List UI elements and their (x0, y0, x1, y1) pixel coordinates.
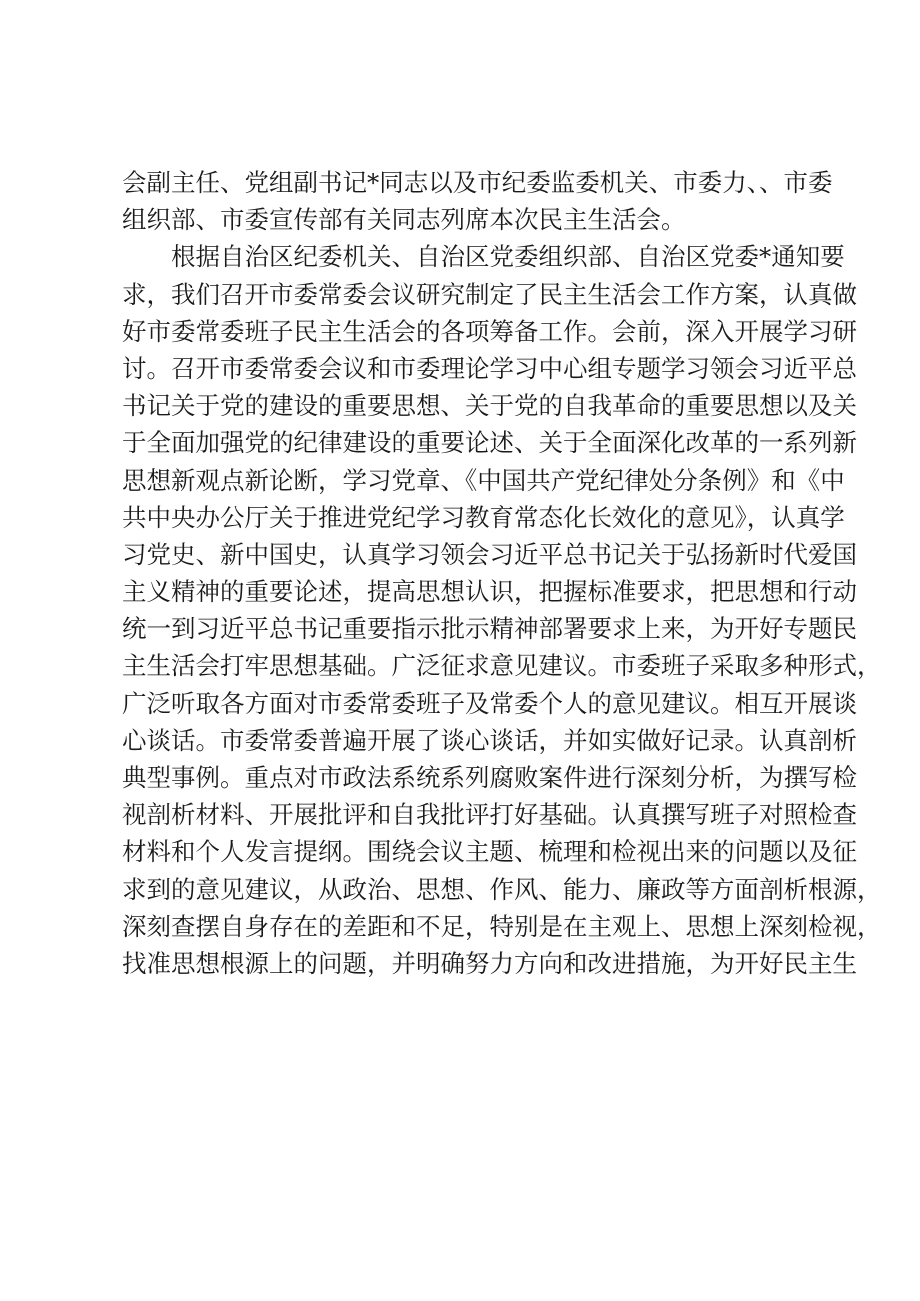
text-line: 好市委常委班子民主生活会的各项筹备工作。会前，深入开展学习研 (122, 316, 857, 346)
text-line: 习党史、新中国史，认真学习领会习近平总书记关于弘扬新时代爱国 (122, 539, 857, 569)
text-line: 组织部、市委宣传部有关同志列席本次民主生活会。 (122, 205, 686, 235)
text-line: 深刻查摆自身存在的差距和不足，特别是在主观上、思想上深刻检视， (122, 911, 882, 941)
text-line: 统一到习近平总书记重要指示批示精神部署要求上来，为开好专题民 (122, 614, 857, 644)
body-text (122, 164, 882, 982)
text-line: 求，我们召开市委常委会议研究制定了民主生活会工作方案，认真做 (122, 279, 857, 309)
text-line-indented: 根据自治区纪委机关、自治区党委组织部、自治区党委*通知要 (171, 242, 845, 272)
text-line: 主生活会打牢思想基础。广泛征求意见建议。市委班子采取多种形式， (122, 651, 882, 681)
text-line: 找准思想根源上的问题，并明确努力方向和改进措施，为开好民主生 (122, 948, 857, 978)
text-line: 共中央办公厅关于推进党纪学习教育常态化长效化的意见》，认真学 (122, 502, 845, 532)
text-line: 材料和个人发言提纲。围绕会议主题、梳理和检视出来的问题以及征 (122, 837, 857, 867)
text-line: 会副主任、党组副书记*同志以及市纪委监委机关、市委力、、市委 (122, 168, 833, 197)
text-line: 心谈话。市委常委普遍开展了谈心谈话，并如实做好记录。认真剖析 (122, 725, 857, 755)
text-line: 书记关于党的建设的重要思想、关于党的自我革命的重要思想以及关 (122, 391, 857, 421)
text-line: 视剖析材料、开展批评和自我批评打好基础。认真撰写班子对照检查 (122, 800, 857, 830)
text-line: 典型事例。重点对市政法系统系列腐败案件进行深刻分析，为撰写检 (122, 763, 857, 792)
text-line: 广泛听取各方面对市委常委班子及常委个人的意见建议。相互开展谈 (122, 688, 857, 718)
text-line: 于全面加强党的纪律建设的重要论述、关于全面深化改革的一系列新 (122, 428, 857, 458)
text-line: 讨。召开市委常委会议和市委理论学习中心组专题学习领会习近平总 (122, 353, 857, 383)
text-line: 主义精神的重要论述，提高思想认识，把握标准要求，把思想和行动 (122, 577, 857, 607)
text-line: 思想新观点新论断，学习党章、《中国共产党纪律处分条例》和《中 (122, 465, 845, 495)
text-line: 求到的意见建议，从政治、思想、作风、能力、廉政等方面剖析根源， (122, 874, 882, 904)
